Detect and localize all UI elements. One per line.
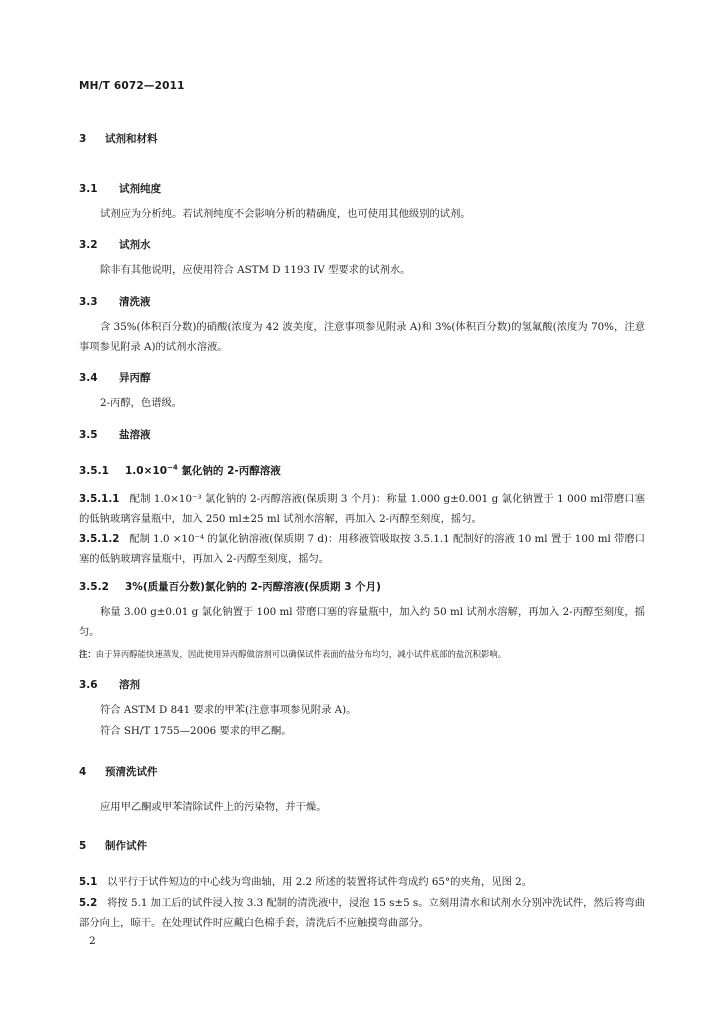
section-3-6-line-1: 符合 ASTM D 841 要求的甲苯(注意事项参见附录 A)。 [100, 704, 357, 716]
section-title-post: 氯化钠的 2-丙醇溶液 [177, 465, 281, 477]
section-number: 4 [79, 766, 87, 778]
section-number: 5.2 [79, 897, 98, 909]
section-number: 3.6 [79, 679, 98, 691]
note-text: 由于异丙醇能快速蒸发，因此使用异丙醇做溶剂可以确保试件表面的盐分布均匀，减小试件底部的盐沉积影响。 [95, 649, 507, 659]
section-3-5-1-1-text [79, 489, 645, 529]
section-3-3-text: 含 35%(体积百分数)的硝酸(浓度为 42 波美度，注意事项参见附录 A)和 3%(体积百分数)的氢氟酸(浓度为 70%，注意事项参见附录 A)的试剂水溶液。 [79, 321, 645, 353]
section-number: 3.5 [79, 429, 98, 441]
note [79, 647, 645, 661]
section-title: 试剂纯度 [119, 183, 161, 195]
section-title: 试剂水 [119, 239, 151, 251]
section-5-1-text [79, 872, 645, 892]
section-number: 5 [79, 840, 87, 852]
section-3-5-1-heading [79, 463, 645, 478]
section-4-text: 应用甲乙酮或甲苯清除试件上的污染物，并干燥。 [100, 801, 327, 813]
section-3-6-line-2: 符合 SH/T 1755—2006 要求的甲乙酮。 [100, 725, 292, 737]
section-3-3-heading [79, 294, 645, 309]
section-title: 制作试件 [105, 840, 147, 852]
section-title: 异丙醇 [119, 372, 151, 384]
paragraph-text: 配制 1.0×10⁻³ 氯化钠的 2-丙醇溶液(保质期 3 个月)：称量 1.000 g±0.001 g 氯化钠置于 1 000 ml带磨口塞的低钠玻璃容量瓶中，加入 250 ml±25 ml 试剂水溶解，再加入 2-丙醇至刻度，摇匀。 [79, 493, 645, 525]
section-3-2-heading [79, 237, 645, 252]
paragraph-text: 以平行于试件短边的中心线为弯曲轴，用 2.2 所述的装置将试件弯成约 65°的夹角，见图 2。 [107, 876, 533, 888]
section-title-pre: 1.0×10 [125, 465, 168, 477]
section-3-4-heading [79, 370, 645, 385]
section-3-1-text: 试剂应为分析纯。若试剂纯度不会影响分析的精确度，也可使用其他级别的试剂。 [100, 208, 471, 220]
section-number: 3.5.1 [79, 465, 109, 477]
section-4-heading [79, 764, 645, 779]
section-5-heading [79, 838, 645, 853]
section-number: 3.5.1.1 [79, 493, 120, 505]
section-title: 试剂和材料 [105, 133, 158, 145]
exponent: −4 [167, 463, 178, 472]
section-3-4-text: 2-丙醇，色谱级。 [100, 397, 183, 409]
section-3-6-heading [79, 677, 645, 692]
paragraph-text: 配制 1.0 ×10⁻⁴ 的氯化钠溶液(保质期 7 d)：用移液管吸取按 3.5.1.1 配制好的溶液 10 ml 置于 100 ml 带磨口塞的低钠玻璃容量瓶中，再加入 2-丙醇至刻度，摇匀。 [79, 533, 645, 565]
section-title: 清洗液 [119, 296, 151, 308]
section-3-2-text: 除非有其他说明，应使用符合 ASTM D 1193 IV 型要求的试剂水。 [100, 264, 411, 276]
section-number: 3 [79, 133, 87, 145]
section-number: 3.2 [79, 239, 98, 251]
section-number: 3.5.1.2 [79, 533, 120, 545]
page-number: 2 [89, 935, 96, 947]
section-title: 溶剂 [119, 679, 140, 691]
standard-number: MH/T 6072—2011 [79, 80, 185, 92]
section-title: 预清洗试件 [105, 766, 158, 778]
section-title: 盐溶液 [119, 429, 151, 441]
section-title: 3%(质量百分数)氯化钠的 2-丙醇溶液(保质期 3 个月) [125, 581, 381, 593]
section-3-5-2-text: 称量 3.00 g±0.01 g 氯化钠置于 100 ml 带磨口塞的容量瓶中，加入约 50 ml 试剂水溶解，再加入 2-丙醇至刻度，摇匀。 [79, 606, 645, 638]
section-3-5-1-2-text [79, 529, 645, 569]
section-5-2-text [79, 893, 645, 933]
note-label: 注： [79, 649, 96, 659]
section-number: 5.1 [79, 876, 98, 888]
section-3-1-heading [79, 181, 645, 196]
section-number: 3.5.2 [79, 581, 109, 593]
section-3-heading [79, 131, 645, 146]
section-number: 3.4 [79, 372, 98, 384]
section-number: 3.3 [79, 296, 98, 308]
paragraph-text: 将按 5.1 加工后的试件浸入按 3.3 配制的清洗液中，浸泡 15 s±5 s。立刻用清水和试剂水分别冲洗试件，然后将弯曲部分向上，晾干。在处理试件时应戴白色棉手套，清洗后不应触摸弯曲部分。 [79, 897, 645, 929]
section-number: 3.1 [79, 183, 98, 195]
section-3-5-heading [79, 427, 645, 442]
section-3-5-2-heading [79, 579, 645, 594]
